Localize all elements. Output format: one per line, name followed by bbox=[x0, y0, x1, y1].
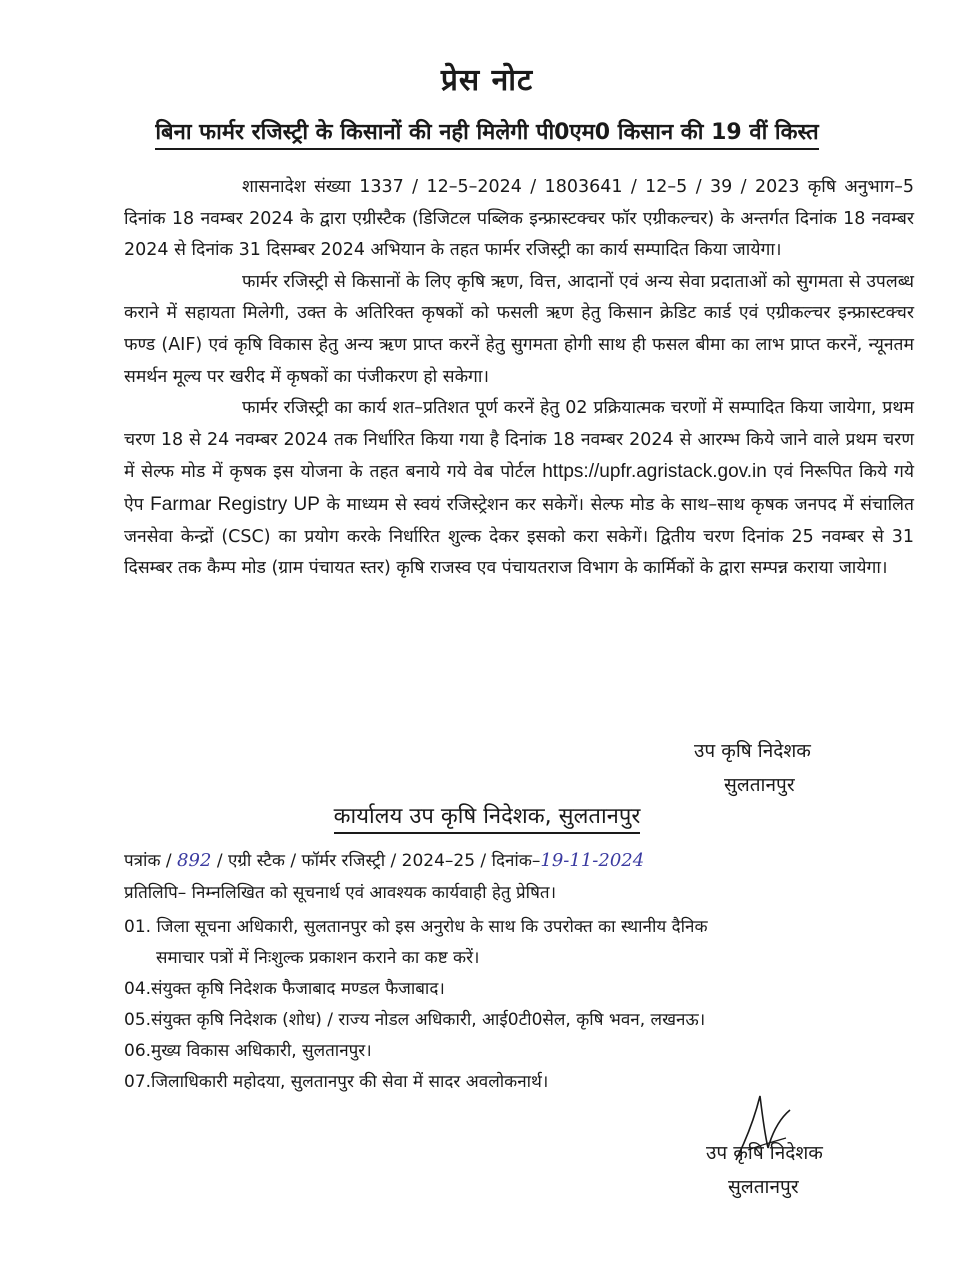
headline-text: बिना फार्मर रजिस्ट्री के किसानों की नही मिलेगी पी0एम0 किसान की 19 वीं किस्त bbox=[155, 120, 818, 150]
letter-prefix: पत्रांक / bbox=[124, 851, 172, 871]
signature-block-2 bbox=[706, 1136, 823, 1204]
letter-reference bbox=[124, 848, 644, 871]
portal-url: https://upfr.agristack.gov.in bbox=[542, 461, 767, 483]
paragraph-1: शासनादेश संख्या 1337 / 12–5–2024 / 1803641 / 12–5 / 39 / 2023 कृषि अनुभाग–5 दिनांक 18 नवम्बर 2024 के द्वारा एग्रीस्टैक (डिजिटल पब्लिक इन्फ्रास्टक्चर फॉर एग्रीकल्चर) के अन्तर्गत दिनांक 18 नवम्बर 2024 से दिनांक 31 दिसम्बर 2024 अभियान के तहत फार्मर रजिस्ट्री का कार्य सम्पादित किया जायेगा। bbox=[124, 177, 914, 261]
app-name: Farmar Registry UP bbox=[150, 493, 320, 515]
list-item: 04.संयुक्त कृषि निदेशक फैजाबाद मण्डल फैजाबाद। bbox=[124, 979, 445, 999]
list-item-text: 01. जिला सूचना अधिकारी, सुलतानपुर को इस अनुरोध के साथ कि उपरोक्त का स्थानीय दैनिक bbox=[124, 917, 708, 937]
office-heading-text: कार्यालय उप कृषि निदेशक, सुलतानपुर bbox=[334, 804, 641, 834]
signature-block-1 bbox=[694, 734, 811, 802]
list-item-continuation: समाचार पत्रों में निःशुल्क प्रकाशन कराने का कष्ट करें। bbox=[156, 948, 480, 968]
press-note-body bbox=[124, 172, 914, 585]
signature-1-place: सुलतानपुर bbox=[724, 774, 795, 796]
letter-date: 19-11-2024 bbox=[540, 850, 645, 871]
headline bbox=[0, 116, 974, 146]
paragraph-3-part-b: एवं निरूपित किये गये ऐप bbox=[124, 462, 914, 515]
letter-middle: / एग्री स्टैक / फॉर्मर रजिस्ट्री / 2024–25 / दिनांक– bbox=[216, 851, 541, 871]
page-title: प्रेस नोट bbox=[440, 63, 534, 98]
copy-line: प्रतिलिपि– निम्नलिखित को सूचनार्थ एवं आवश्यक कार्यवाही हेतु प्रेषित। bbox=[124, 883, 557, 903]
list-item bbox=[124, 912, 914, 974]
signature-2-designation: उप कृषि निदेशक bbox=[706, 1142, 823, 1164]
letter-number: 892 bbox=[177, 850, 212, 871]
office-heading bbox=[0, 800, 974, 830]
paragraph-3 bbox=[124, 393, 914, 585]
paragraph-3-part-a: फार्मर रजिस्ट्री का कार्य शत–प्रतिशत पूर्ण करनें हेतु 02 प्रक्रियात्मक चरणों में सम्पादित किया जायेगा, प्रथम चरण 18 से 24 नवम्बर 2024 तक निर्धारित किया गया है दिनांक 18 नवम्बर 2024 से आरम्भ किये जाने वाले प्रथम चरण में सेल्फ मोड में कृषक इस योजना के तहत बनाये गये वेब पोर्टल bbox=[124, 398, 914, 483]
list-item: 07.जिलाधिकारी महोदया, सुलतानपुर की सेवा में सादर अवलोकनार्थ। bbox=[124, 1072, 549, 1092]
signature-2-place: सुलतानपुर bbox=[728, 1176, 799, 1198]
list-item: 05.संयुक्त कृषि निदेशक (शोध) / राज्य नोडल अधिकारी, आई0टी0सेल, कृषि भवन, लखनऊ। bbox=[124, 1010, 706, 1030]
signature-1-designation: उप कृषि निदेशक bbox=[694, 740, 811, 762]
paragraph-3-part-c: के माध्यम से स्वयं रजिस्ट्रेशन कर सकेगें। सेल्फ मोड के साथ–साथ कृषक जनपद में संचालित जनसेवा केन्द्रों (CSC) का प्रयोग करके निर्धारित शुल्क देकर इसको करा सकेगें। द्वितीय चरण दिनांक 25 नवम्बर से 31 दिसम्बर तक कैम्प मोड (ग्राम पंचायत स्तर) कृषि राजस्व एव पंचायतराज विभाग के कार्मिकों के द्वारा सम्पन्न कराया जायेगा। bbox=[124, 494, 914, 579]
distribution-list bbox=[124, 912, 914, 1098]
list-item: 06.मुख्य विकास अधिकारी, सुलतानपुर। bbox=[124, 1041, 372, 1061]
paragraph-2: फार्मर रजिस्ट्री से किसानों के लिए कृषि ऋण, वित्त, आदानों एवं अन्य सेवा प्रदाताओं को सुगमता से उपलब्ध कराने में सहायता मिलेगी, उक्त के अतिरिक्त कृषकों को फसली ऋण हेतु किसान क्रेडिट कार्ड एवं एग्रीकल्चर इन्फ्रास्टक्चर फण्ड (AIF) एवं कृषि विकास हेतु अन्य ऋण प्राप्त करनें हेतु सुगमता होगी साथ ही फसल बीमा का लाभ प्राप्त करनें, न्यूनतम समर्थन मूल्य पर खरीद में कृषकों का पंजीकरण हो सकेगा। bbox=[124, 271, 914, 387]
